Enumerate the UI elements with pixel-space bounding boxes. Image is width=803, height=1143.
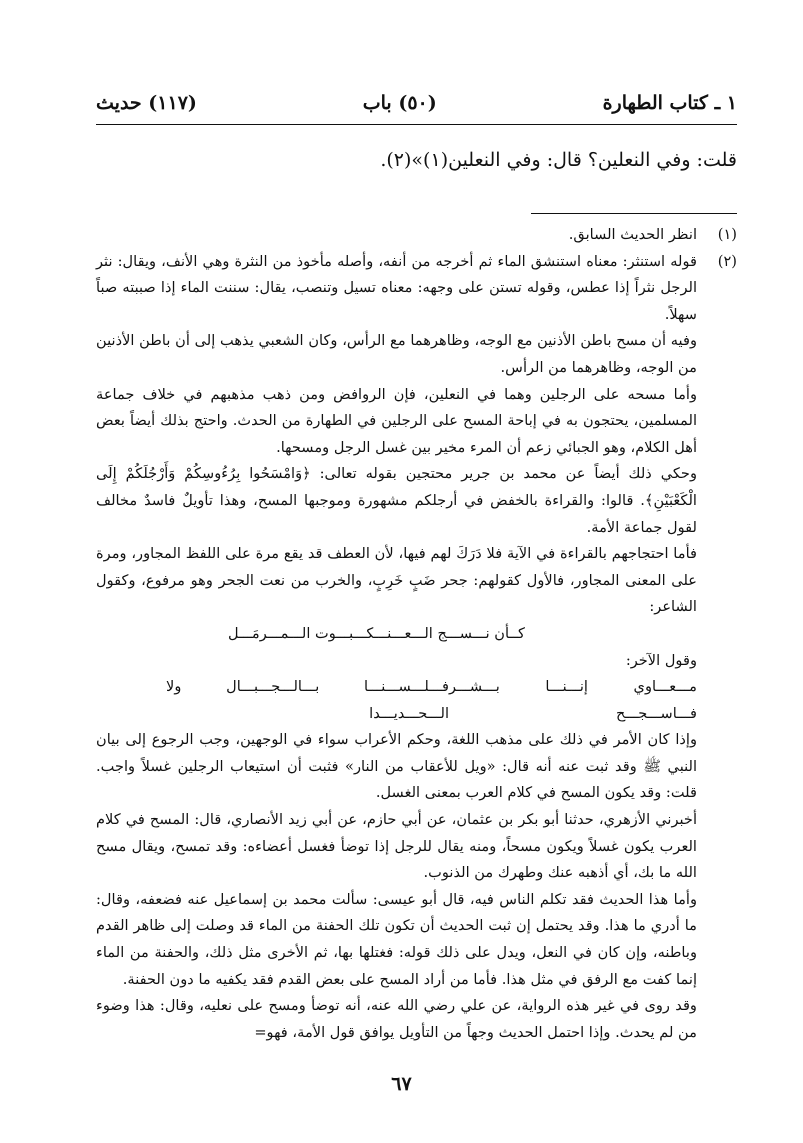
poem-verse-pair (96, 674, 697, 727)
header-book-title: ١ ـ كتاب الطهارة (602, 92, 737, 114)
main-text: قلت: وفي النعلين؟ قال: وفي النعلين(١)»(٢). (380, 149, 737, 171)
footnote-separator (531, 213, 737, 214)
footnote-paragraph: وقول الآخر: (625, 651, 697, 669)
poem-verse: كــأن نـــســـج الـــعـــنـــكـــبـــوت الـــمـــرمَـــل (228, 624, 525, 642)
page-number: ٦٧ (391, 1073, 412, 1095)
header-rule (96, 124, 737, 125)
header-hadith-count: (١١٧) حديث (96, 92, 197, 114)
footnote-2 (96, 249, 737, 1047)
footnote-number: (٢) (717, 252, 737, 270)
footnote-paragraph: وإذا كان الأمر في ذلك على مذهب اللغة، وحكم الأعراب سواء في الوجهين، وجب الرجوع إلى بيان النبي ﷺ وقد ثبت عنه أنه قال: «ويل للأعقاب من النار» فثبت أن استيعاب الرجلين غسلاً واجب. قلت: وقد يكون المسح في كلام العرب بمعنى الغسل. (96, 731, 697, 802)
footnote-paragraph: أخبرني الأزهري، حدثنا أبو بكر بن عثمان، عن أبي حازم، عن أبي زيد الأنصاري، قال: المسح في كلام العرب يكون غسلاً ويكون مسحاً، ومنه يقال للرجل إذا توضأ فغسل أعضاءه: وقد تمسح، ويقال مسح الله ما بك، أي أذهبه عنك وطهرك من الذنوب. (96, 811, 697, 882)
footnotes (96, 222, 737, 1046)
poem-hemistich-second: فـــلـــســـنـــا بـــالـــجـــبـــال ولا الـــحـــديـــدا (166, 678, 449, 722)
header-chapter-number: (٥٠) باب (362, 92, 437, 114)
poem-hemistich-first: مـــعـــاوي إنـــنـــا بـــشـــر فـــاســـجـــح (449, 678, 697, 722)
footnote-paragraph: وفيه أن مسح باطن الأذنين مع الوجه، وظاهرهما مع الرأس، وكان الشعبي يذهب إلى أن باطن الأذنين من الوجه، وظاهرهما من الرأس. (96, 332, 697, 376)
footnote-paragraph: وحكي ذلك أيضاً عن محمد بن جرير محتجين بقوله تعالى: ﴿وَامْسَحُوا بِرُءُوسِكُمْ وَأَرْجُلَكُمْ إِلَى الْكَعْبَيْنِ﴾. قالوا: والقراءة بالخفض في أرجلكم مشهورة وموجبها المسح، وهذا تأويلٌ فاسدٌ مخالف لقول جماعة الأمة. (96, 465, 697, 536)
footnote-text: انظر الحديث السابق. (568, 226, 697, 243)
running-header (96, 88, 737, 118)
footnote-number: (١) (717, 226, 737, 243)
footnote-1 (96, 222, 737, 249)
footnote-paragraph: وأما هذا الحديث فقد تكلم الناس فيه، قال أبو عيسى: سألت محمد بن إسماعيل عنه فضعفه، وقال: ما أدري ما هذا. وقد يحتمل إن ثبت الحديث أن تكون تلك الحفنة من الماء قد وصلت إلى ظاهر القدم وباطنه، وإن كان في النعل، ويدل على ذلك قوله: فغتلها بها، ثم الأخرى مثل ذلك، والحفنة من الماء إنما كفت مع الرفق في مثل هذا. فأما من أراد المسح على بعض القدم فقد يكفيه ما دون الحفنة. (96, 890, 697, 988)
footnote-paragraph: وقد روى في غير هذه الرواية، عن علي رضي الله عنه، أنه توضأ ومسح على نعليه، وقال: هذا وضوء من لم يحدث. وإذا احتمل الحديث وجهاً من التأويل يوافق قول الأمة، فهو= (96, 997, 697, 1041)
footnote-paragraph: قوله استنثر: معناه استنشق الماء ثم أخرجه من أنفه، وأصله مأخوذ من النثرة وهي الأنف، ويقال: نثر الرجل نثراً إذا عطس، وقوله تستن على وجهه: معناه تسيل وتنصب، يقال: سننت الماء إذا صببته صباً سهلاً. (96, 252, 697, 323)
footnote-paragraph: فأما احتجاجهم بالقراءة في الآية فلا دَرَكَ لهم فيها، لأن العطف قد يقع مرة على اللفظ المجاور، ومرة على المعنى المجاور، فالأول كقولهم: جحر ضَبٍ خَرِبٍ، والخرب من نعت الجحر وهو مرفوع، وكقول الشاعر: (96, 545, 697, 616)
footnote-paragraph: وأما مسحه على الرجلين وهما في النعلين، فإن الروافض ومن ذهب مذهبهم في خلاف جماعة المسلمين، يحتجون به في إباحة المسح على الرجلين في الطهارة من الحدث. واحتج بذلك أيضاً بعض أهل الكلام، وهو الجبائي زعم أن المرء مخير بين غسل الرجل ومسحها. (96, 385, 697, 456)
